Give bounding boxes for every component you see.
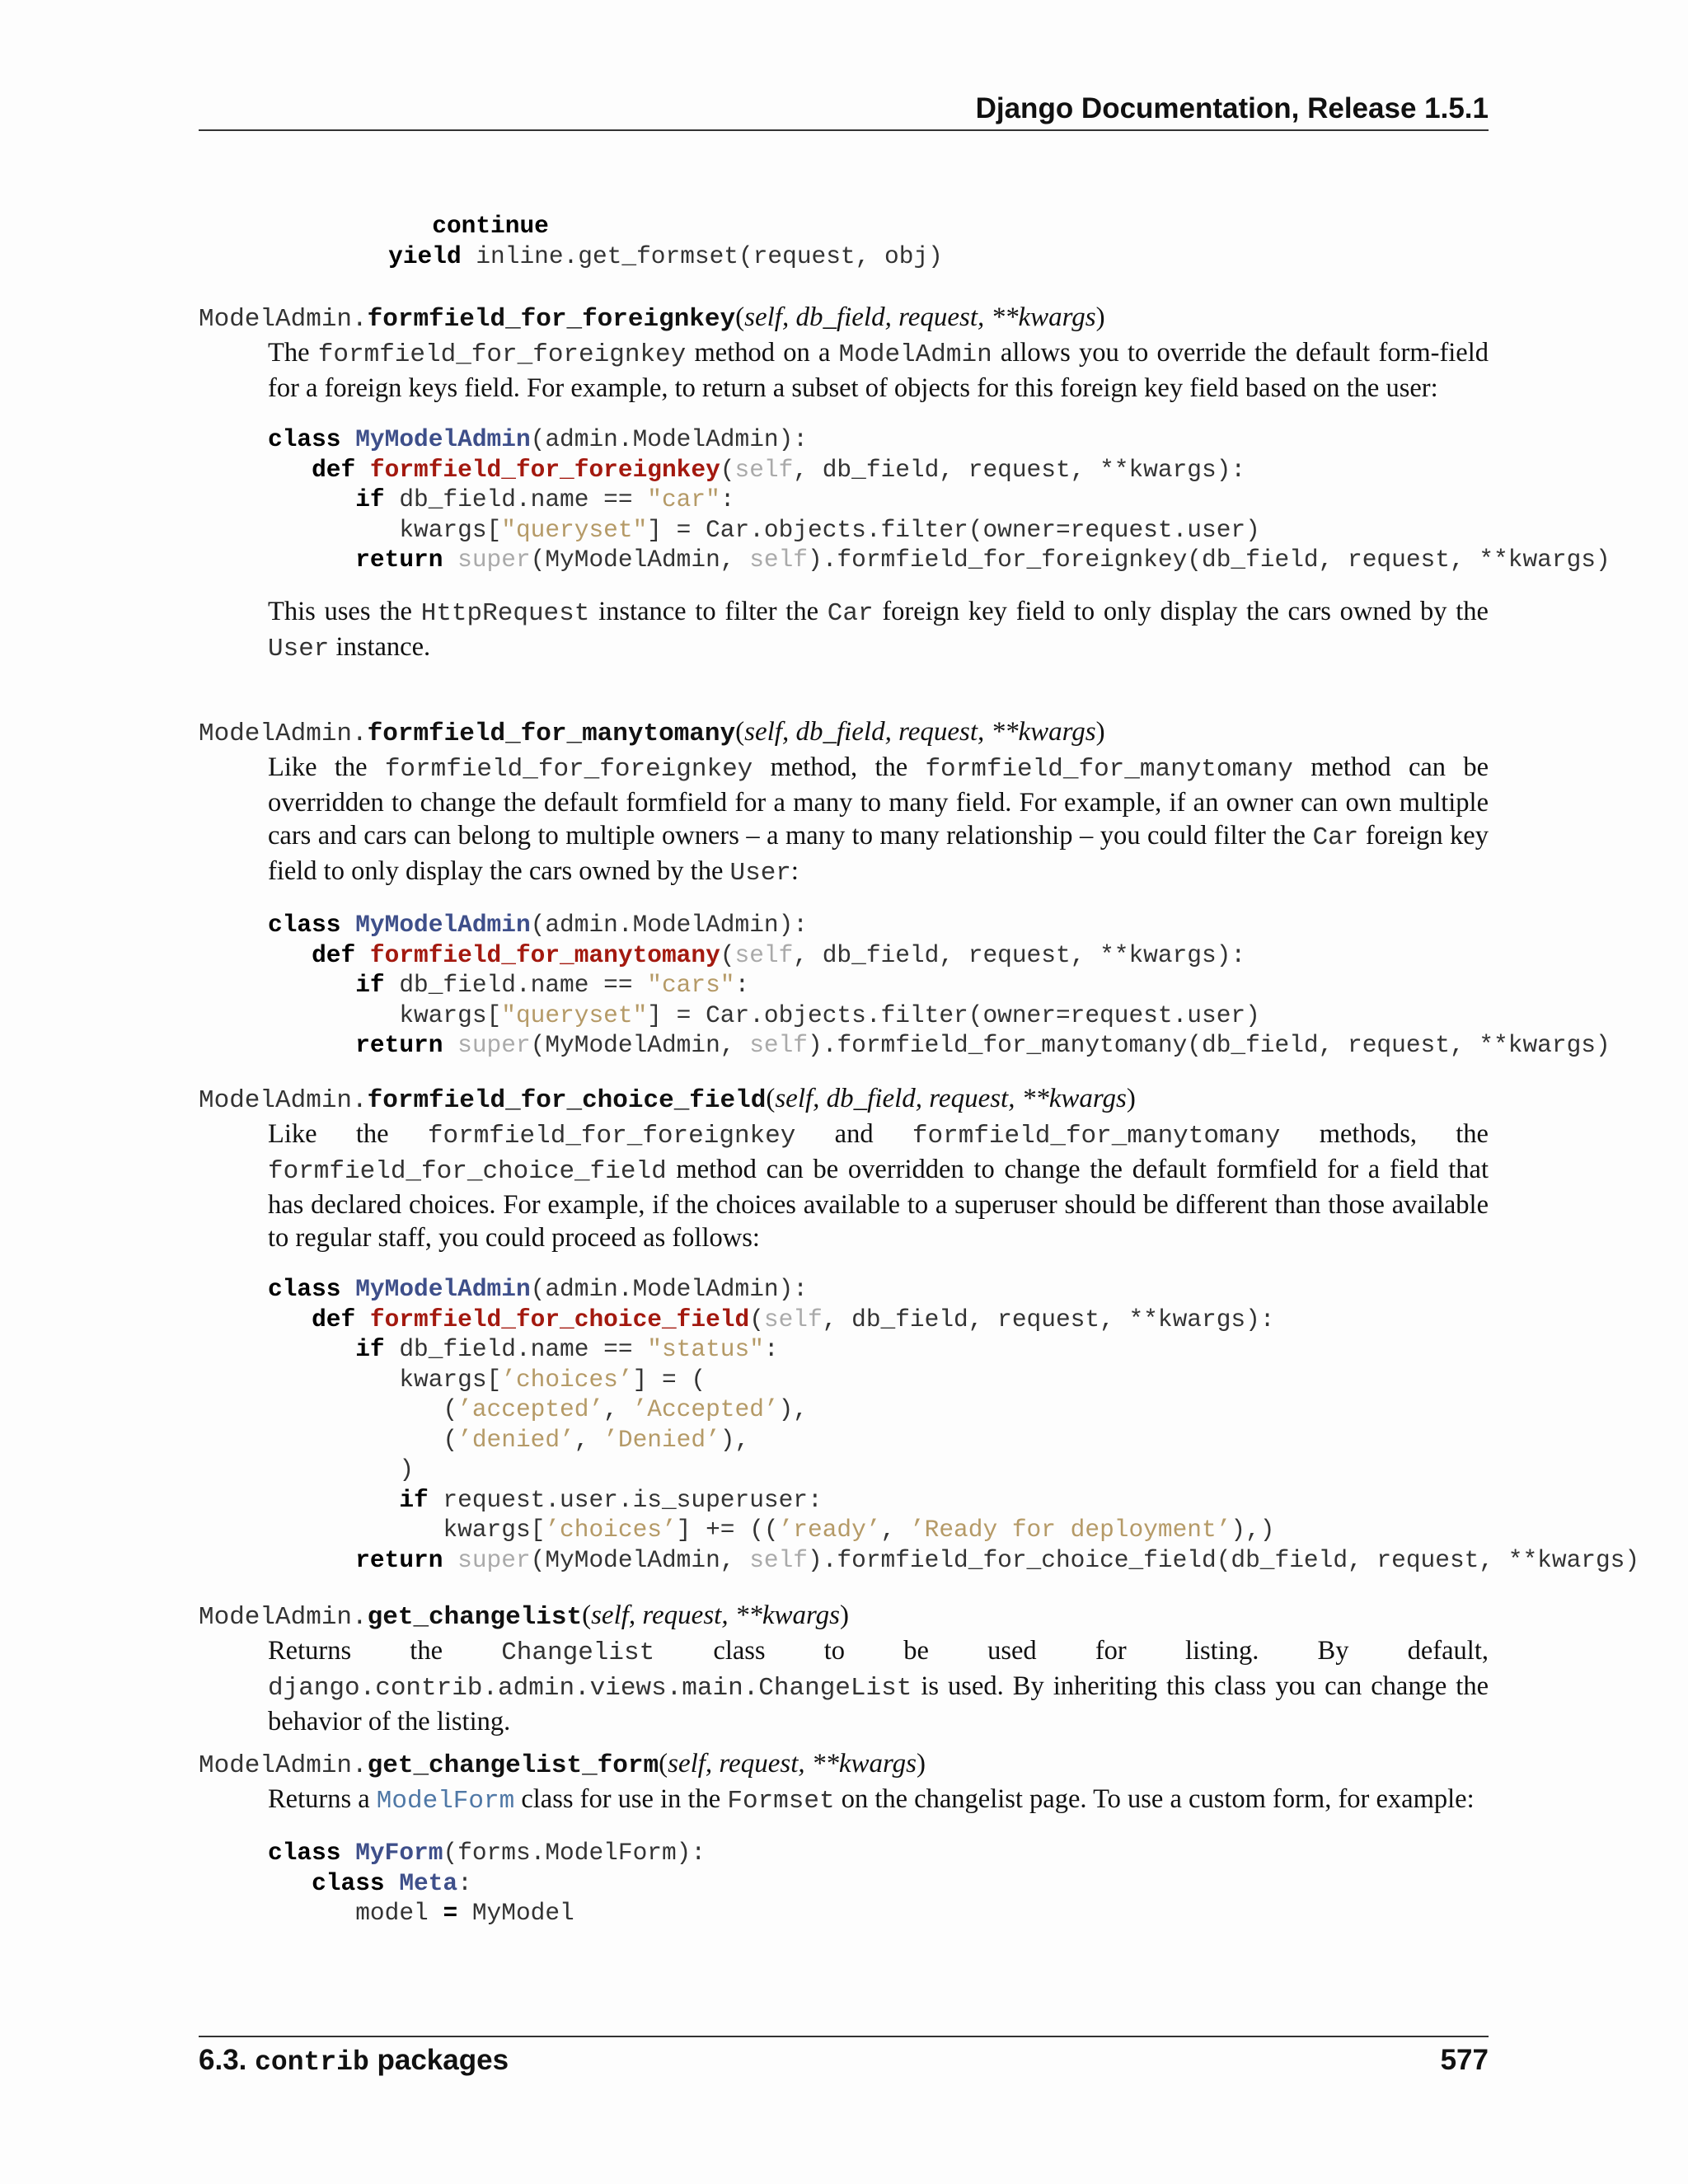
inline-code: django.contrib.admin.views.main.ChangeList: [268, 1674, 912, 1703]
method-entry-get-changelist-form: [199, 1747, 1688, 1929]
method-name: get_changelist: [367, 1603, 583, 1632]
code-keyword: yield: [388, 241, 462, 270]
header-title: Django Documentation, Release 1.5.1: [975, 92, 1489, 124]
method-description: Returns the Changelist class to be used for listing. By default, django.contrib.admin.views.main.ChangeList is used. By inheriting this class you can change the behavior of the listing.: [268, 1636, 1489, 1736]
code-example: class MyForm(forms.ModelForm): class Meta: model = MyModel: [268, 1839, 706, 1927]
continuation-code: [199, 211, 1688, 271]
inline-code: formfield_for_foreignkey: [384, 755, 753, 784]
footer-section: 6.3. contrib packages: [199, 2044, 509, 2078]
inline-code: User: [729, 859, 791, 888]
method-params: self, db_field, request, **kwargs: [775, 1084, 1127, 1113]
method-signature: ModelAdmin.formfield_for_foreignkey(self, db_field, request, **kwargs): [199, 302, 1105, 334]
method-description: Returns a ModelForm class for use in the Formset on the changelist page. To use a custom form, for example:: [268, 1784, 1475, 1816]
inline-code: Formset: [727, 1787, 835, 1816]
inline-code: formfield_for_foreignkey: [317, 340, 687, 369]
inline-code: formfield_for_choice_field: [268, 1157, 667, 1186]
method-entry-formfield-for-foreignkey: [199, 301, 1688, 666]
code-keyword: continue: [432, 212, 549, 240]
code-example: class MyModelAdmin(admin.ModelAdmin): def formfield_for_manytomany(self, db_field, request, **kwargs): if db_field.name == "cars": kwargs["queryset"] = Car.objects.filter(owner=request.user) return super(MyModelAdmin, self).formfield_for_manytomany(db_field, request, **kwargs): [268, 911, 1611, 1059]
inline-code: User: [268, 634, 330, 663]
method-description: Like the formfield_for_foreignkey method, the formfield_for_manytomany method can be overridden to change the default formfield for a many to many field. For example, if an owner can own multiple cars and cars can belong to multiple owners – a many to many relationship – you could filter the Car foreign key field to only display the cars owned by the User:: [268, 752, 1489, 888]
page-footer: [199, 2036, 1489, 2078]
code-block: [199, 211, 1688, 271]
method-signature: ModelAdmin.formfield_for_manytomany(self, db_field, request, **kwargs): [199, 717, 1105, 748]
modelform-link[interactable]: ModelForm: [376, 1787, 515, 1816]
inline-code: HttpRequest: [420, 598, 590, 628]
code-text: inline.get_formset(request, obj): [476, 241, 943, 270]
method-signature: ModelAdmin.formfield_for_choice_field(self, db_field, request, **kwargs): [199, 1084, 1136, 1115]
inline-code: ModelAdmin: [838, 340, 992, 369]
inline-code: formfield_for_manytomany: [925, 755, 1293, 784]
method-name: formfield_for_choice_field: [367, 1086, 767, 1115]
inline-code: formfield_for_manytomany: [912, 1122, 1281, 1151]
method-name: formfield_for_manytomany: [367, 719, 736, 748]
method-signature: ModelAdmin.get_changelist(self, request, **kwargs): [199, 1601, 849, 1632]
method-description: The formfield_for_foreignkey method on a ModelAdmin allows you to override the default form-field for a foreign keys field. For example, to return a subset of objects for this foreign key field based on the user:: [268, 338, 1489, 403]
method-entry-get-changelist: [199, 1599, 1688, 1738]
method-entry-formfield-for-manytomany: [199, 715, 1688, 1061]
method-description: Like the formfield_for_foreignkey and formfield_for_manytomany methods, the formfield_for_choice_field method can be overridden to change the default formfield for a field that has declared choices. For example, if the choices available to a superuser should be different than those available to regular staff, you could proceed as follows:: [268, 1119, 1489, 1253]
method-params: self, db_field, request, **kwargs: [744, 302, 1096, 332]
inline-code: Car: [827, 598, 874, 628]
page-number: 577: [1440, 2044, 1489, 2076]
class-prefix: ModelAdmin.: [199, 305, 368, 334]
method-params: self, db_field, request, **kwargs: [744, 717, 1096, 747]
method-name: get_changelist_form: [367, 1751, 659, 1780]
method-params: self, request, **kwargs: [591, 1601, 840, 1630]
inline-code: Car: [1312, 823, 1359, 852]
method-params: self, request, **kwargs: [668, 1749, 917, 1779]
method-name: formfield_for_foreignkey: [367, 305, 736, 334]
method-note: This uses the HttpRequest instance to filter the Car foreign key field to only display the cars owned by the User instance.: [268, 596, 1489, 663]
inline-code: Changelist: [501, 1638, 655, 1667]
inline-code: formfield_for_foreignkey: [427, 1122, 796, 1151]
page-header: [199, 92, 1489, 131]
method-entry-formfield-for-choice-field: [199, 1082, 1688, 1575]
method-signature: ModelAdmin.get_changelist_form(self, request, **kwargs): [199, 1749, 926, 1780]
code-example: class MyModelAdmin(admin.ModelAdmin): def formfield_for_foreignkey(self, db_field, request, **kwargs): if db_field.name == "car": kwargs["queryset"] = Car.objects.filter(owner=request.user) return super(MyModelAdmin, self).formfield_for_foreignkey(db_field, request, **kwargs): [268, 425, 1611, 574]
code-example: class MyModelAdmin(admin.ModelAdmin): def formfield_for_choice_field(self, db_field, request, **kwargs): if db_field.name == "status": kwargs[’choices’] = ( (’accepted’, ’Accepted’), (’denied’, ’Denied’), ) if request.user.is_superuser: kwargs[’choices’] += ((’ready’, ’Ready for deployment’),) return super(MyModelAdmin, self).formfield_for_choice_field(db_field, request, **kwargs): [268, 1275, 1640, 1574]
